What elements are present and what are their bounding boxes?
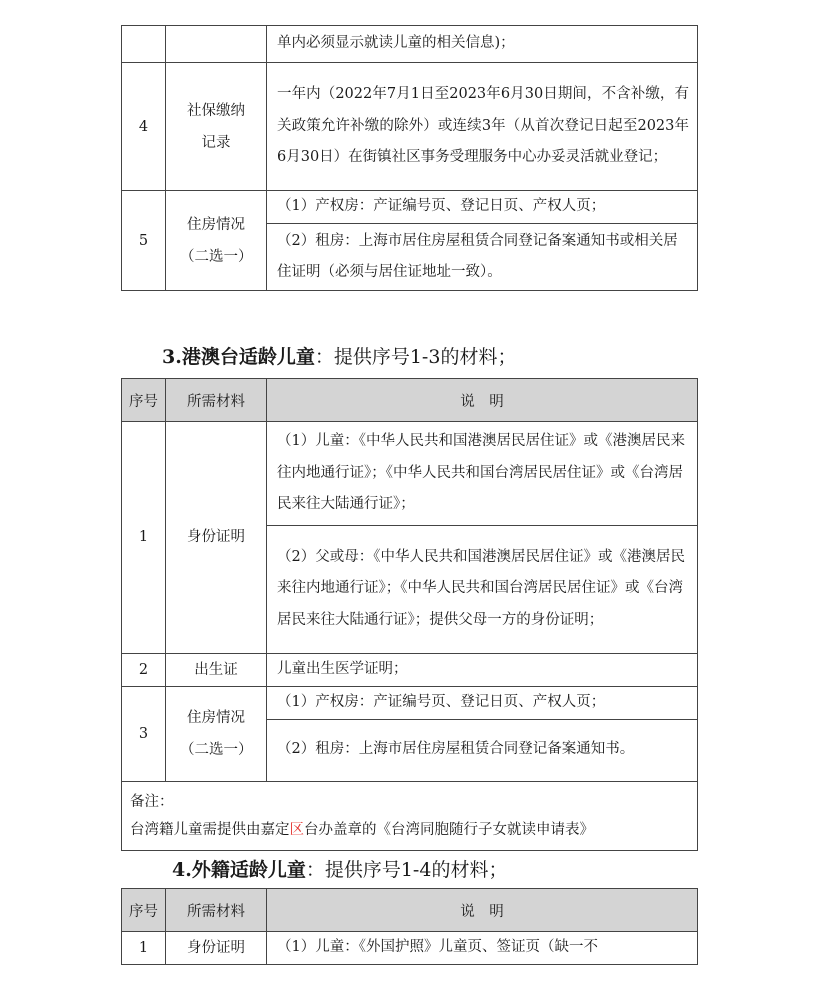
material-cell	[166, 191, 267, 291]
row-number-cell: 1	[122, 422, 166, 654]
table-row	[122, 26, 698, 63]
table-header-row	[122, 379, 698, 422]
section-4-title: 4.外籍适龄儿童	[172, 859, 306, 881]
foreign-materials-table	[121, 888, 698, 965]
note-text-start: 台湾籍儿童需提供由嘉定	[130, 821, 290, 838]
row-number-cell	[122, 26, 166, 63]
row-number-cell: 2	[122, 653, 166, 686]
description-cell: 单内必须显示就读儿童的相关信息)；	[267, 26, 698, 63]
description-cell: 儿童出生医学证明；	[267, 653, 698, 686]
header-description: 说 明	[267, 889, 698, 932]
material-label: 住房情况（二选一）	[180, 216, 253, 265]
table-row	[122, 932, 698, 965]
material-cell	[166, 26, 267, 63]
material-cell	[166, 686, 267, 781]
header-material: 所需材料	[166, 889, 267, 932]
section-3-subtitle: ：提供序号1-3的材料；	[314, 346, 517, 368]
note-text	[130, 816, 689, 844]
row-number-cell: 3	[122, 686, 166, 781]
table-row	[122, 422, 698, 526]
section-3-title: 3.港澳台适龄儿童	[162, 346, 315, 368]
description-cell: （1）产权房：产证编号页、登记日页、产权人页；	[267, 686, 698, 719]
header-material: 所需材料	[166, 379, 267, 422]
row-number-cell: 1	[122, 932, 166, 965]
description-cell: （1）儿童：《中华人民共和国港澳居民居住证》或《港澳居民来往内地通行证》；《中华人民共和国台湾居民居住证》或《台湾居民来往大陆通行证》；	[267, 422, 698, 526]
material-cell: 身份证明	[166, 422, 267, 654]
table-header-row	[122, 889, 698, 932]
header-description: 说 明	[267, 379, 698, 422]
description-cell: （1）产权房：产证编号页、登记日页、产权人页；	[267, 191, 698, 224]
header-number: 序号	[122, 379, 166, 422]
note-label: 备注：	[130, 793, 174, 810]
table-row	[122, 63, 698, 191]
section-3-heading	[162, 342, 516, 369]
row-number-cell: 5	[122, 191, 166, 291]
section-4-subtitle: ：提供序号1-4的材料；	[305, 859, 508, 881]
material-cell: 出生证	[166, 653, 267, 686]
table-row	[122, 191, 698, 224]
material-label: 住房情况（二选一）	[180, 709, 253, 758]
description-cell: （2）租房：上海市居住房屋租赁合同登记备案通知书或相关居住证明（必须与居住证地址一致）。	[267, 224, 698, 291]
row-number-cell: 4	[122, 63, 166, 191]
material-cell: 身份证明	[166, 932, 267, 965]
header-number: 序号	[122, 889, 166, 932]
residence-materials-table-continued	[121, 25, 698, 291]
material-cell	[166, 63, 267, 191]
table-row	[122, 686, 698, 719]
description-cell: 一年内（2022年7月1日至2023年6月30日期间，不含补缴，有关政策允许补缴的除外）或连续3年（从首次登记日起至2023年6月30日）在街镇社区事务受理服务中心办妥灵活就业登记；	[267, 63, 698, 191]
note-text-end: 台办盖章的《台湾同胞随行子女就读申请表》	[304, 821, 594, 838]
hk-macao-taiwan-materials-table	[121, 378, 698, 851]
description-cell: （2）父或母：《中华人民共和国港澳居民居住证》或《港澳居民来往内地通行证》；《中华人民共和国台湾居民居住证》或《台湾居民来往大陆通行证》；提供父母一方的身份证明；	[267, 525, 698, 653]
note-row	[122, 781, 698, 850]
section-4-heading	[172, 855, 507, 882]
note-highlight: 区	[289, 821, 304, 838]
description-cell: （1）儿童：《外国护照》儿童页、签证页（缺一不	[267, 932, 698, 965]
description-cell: （2）租房：上海市居住房屋租赁合同登记备案通知书。	[267, 719, 698, 781]
material-label: 社保缴纳记录	[187, 102, 245, 151]
note-cell	[122, 781, 698, 850]
table-row	[122, 653, 698, 686]
